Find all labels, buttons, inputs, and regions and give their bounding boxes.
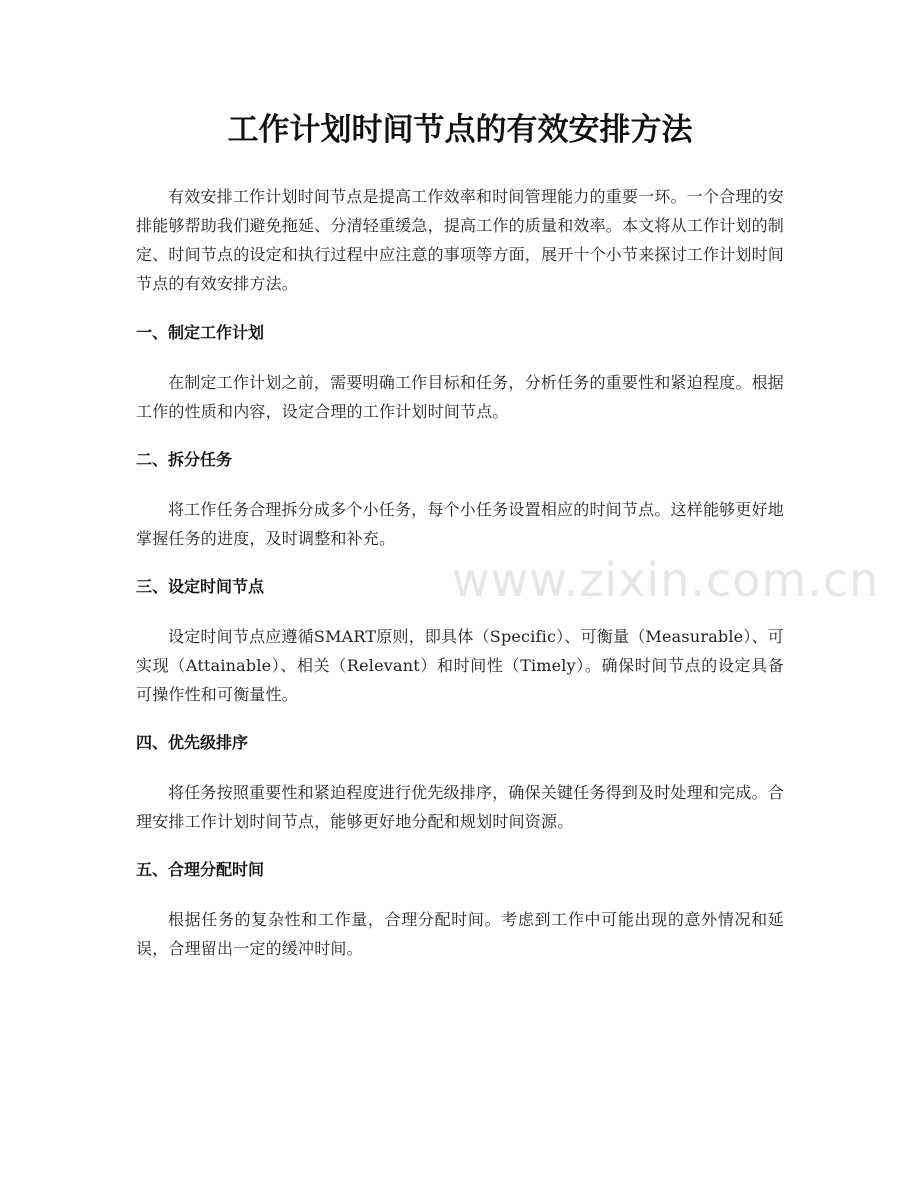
page-title: 工作计划时间节点的有效安排方法 xyxy=(227,112,693,148)
section-2 xyxy=(136,448,784,553)
section-heading: 二、拆分任务 xyxy=(136,450,233,469)
watermark: www.zixin.com.cn xyxy=(452,553,880,607)
intro-paragraph: 有效安排工作计划时间节点是提高工作效率和时间管理能力的重要一环。一个合理的安排能够帮助我们避免拖延、分清轻重缓急，提高工作的质量和效率。本文将从工作计划的制定、时间节点的设定和执行过程中应注意的事项等方面，展开十个小节来探讨工作计划时间节点的有效安排方法。 xyxy=(136,187,785,293)
document-body xyxy=(136,182,784,985)
section-paragraph: 将任务按照重要性和紧迫程度进行优先级排序，确保关键任务得到及时处理和完成。合理安排工作计划时间节点，能够更好地分配和规划时间资源。 xyxy=(136,783,784,831)
section-heading: 四、优先级排序 xyxy=(136,733,249,752)
section-heading: 三、设定时间节点 xyxy=(136,577,265,596)
section-4 xyxy=(136,731,784,836)
section-5 xyxy=(136,858,784,963)
section-heading: 一、制定工作计划 xyxy=(136,323,265,342)
section-paragraph: 在制定工作计划之前，需要明确工作目标和任务，分析任务的重要性和紧迫程度。根据工作的性质和内容，设定合理的工作计划时间节点。 xyxy=(136,373,784,421)
section-paragraph: 将工作任务合理拆分成多个小任务，每个小任务设置相应的时间节点。这样能够更好地掌握任务的进度，及时调整和补充。 xyxy=(136,500,784,548)
section-heading: 五、合理分配时间 xyxy=(136,860,265,879)
section-1 xyxy=(136,321,784,426)
section-paragraph: 设定时间节点应遵循SMART原则，即具体（Specific）、可衡量（Measurable）、可实现（Attainable）、相关（Relevant）和时间性（Timely）。确保时间节点的设定具备可操作性和可衡量性。 xyxy=(136,627,784,704)
section-paragraph: 根据任务的复杂性和工作量，合理分配时间。考虑到工作中可能出现的意外情况和延误，合理留出一定的缓冲时间。 xyxy=(136,910,784,958)
section-3 xyxy=(136,575,784,709)
